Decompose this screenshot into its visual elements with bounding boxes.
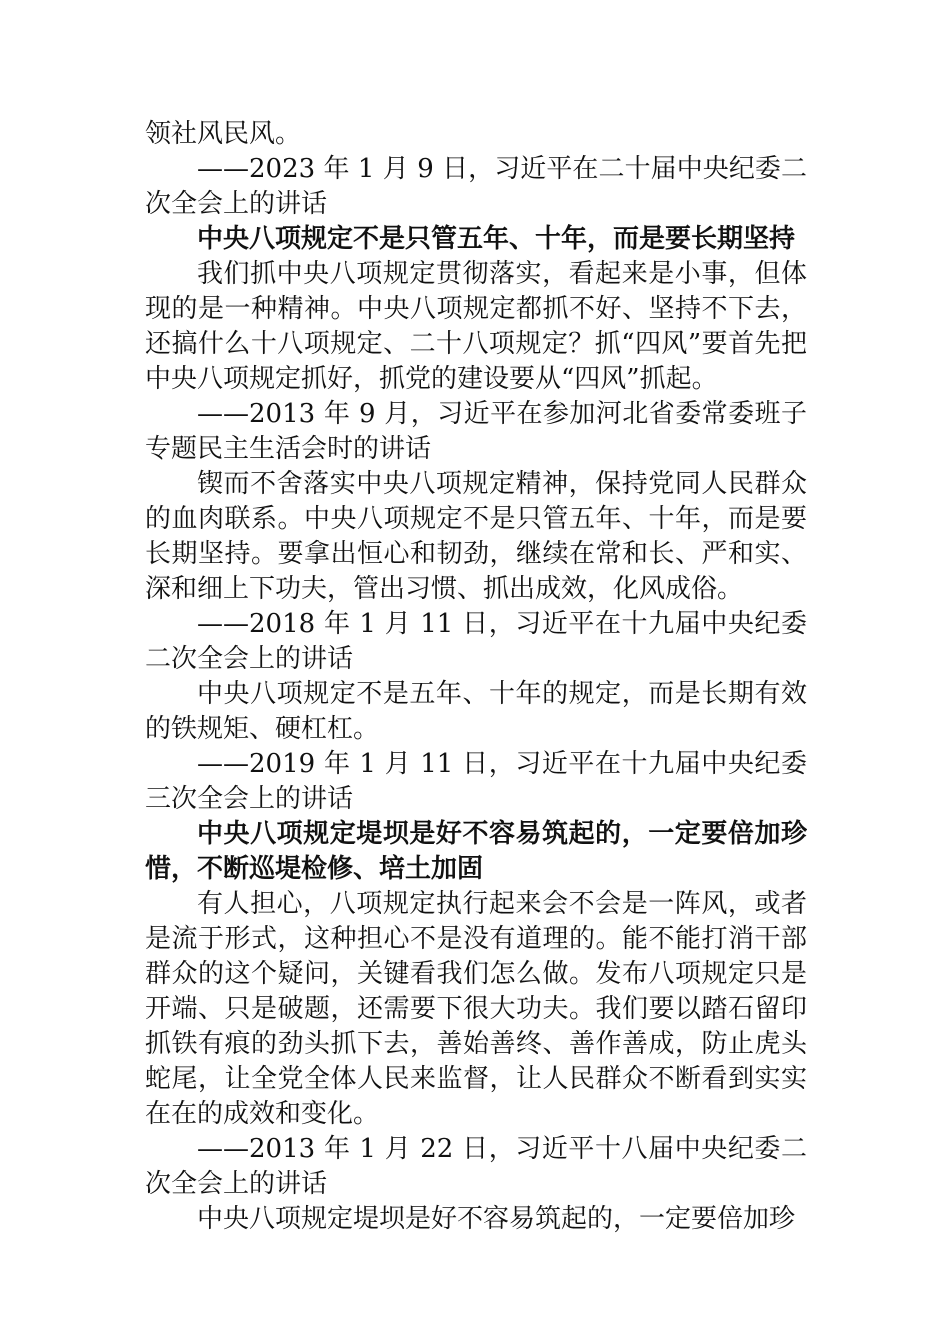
source-citation: ——2023 年 1 月 9 日，习近平在二十届中央纪委二次全会上的讲话: [145, 154, 807, 219]
source-citation: ——2019 年 1 月 11 日，习近平在十九届中央纪委三次全会上的讲话: [145, 749, 807, 814]
source-citation: ——2013 年 9 月，习近平在参加河北省委常委班子专题民主生活会时的讲话: [145, 399, 807, 464]
section-heading: 中央八项规定堤坝是好不容易筑起的，一定要倍加珍惜，不断巡堤检修、培土加固: [145, 819, 807, 884]
paragraph-continuation: 领社风民风。: [145, 119, 302, 149]
source-citation: ——2013 年 1 月 22 日，习近平十八届中央纪委二次全会上的讲话: [145, 1134, 807, 1199]
source-citation: ——2018 年 1 月 11 日，习近平在十九届中央纪委二次全会上的讲话: [145, 609, 807, 674]
quote-paragraph: 我们抓中央八项规定贯彻落实，看起来是小事，但体现的是一种精神。中央八项规定都抓不好、坚持不下去，还搞什么十八项规定、二十八项规定？抓“四风”要首先把中央八项规定抓好，抓党的建设要从“四风”抓起。: [145, 259, 807, 394]
quote-paragraph: 有人担心，八项规定执行起来会不会是一阵风，或者是流于形式，这种担心不是没有道理的。能不能打消干部群众的这个疑问，关键看我们怎么做。发布八项规定只是开端、只是破题，还需要下很大功夫。我们要以踏石留印抓铁有痕的劲头抓下去，善始善终、善作善成，防止虎头蛇尾，让全党全体人民来监督，让人民群众不断看到实实在在的成效和变化。: [145, 889, 807, 1129]
quote-paragraph: 锲而不舍落实中央八项规定精神，保持党同人民群众的血肉联系。中央八项规定不是只管五年、十年，而是要长期坚持。要拿出恒心和韧劲，继续在常和长、严和实、深和细上下功夫，管出习惯、抓出成效，化风成俗。: [145, 469, 807, 604]
document-body: [145, 117, 807, 1237]
quote-paragraph: 中央八项规定堤坝是好不容易筑起的，一定要倍加珍: [197, 1204, 796, 1234]
section-heading: 中央八项规定不是只管五年、十年，而是要长期坚持: [197, 224, 796, 254]
quote-paragraph: 中央八项规定不是五年、十年的规定，而是长期有效的铁规矩、硬杠杠。: [145, 679, 807, 744]
